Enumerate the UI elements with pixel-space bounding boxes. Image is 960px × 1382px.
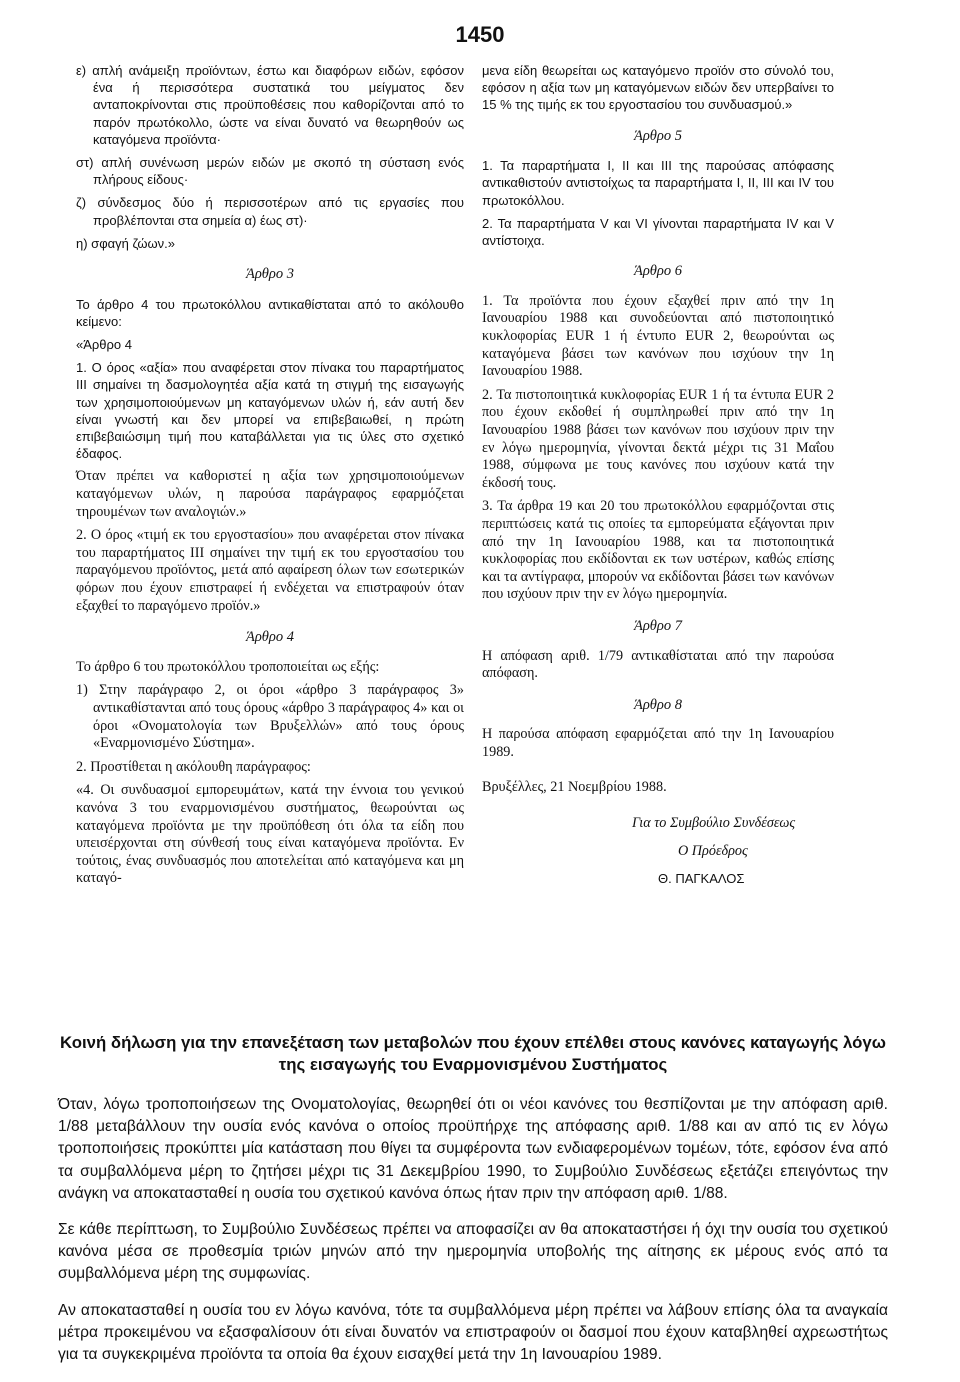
article-4-para-2: 2. Προστίθεται η ακόλουθη παράγραφος: [76, 758, 311, 775]
continuation-text: μενα είδη θεωρείται ως καταγόμενο προϊόν στο σύνολό του, εφόσον η αξία των μη καταγόμενων ειδών δεν υπερβαίνει το 15 % της τιμής εκ του εργοστασίου του συνδυασμού.» [482, 63, 834, 113]
article-8-heading: Άρθρο 8 [633, 696, 683, 713]
article-3-para-1b: Όταν πρέπει να καθοριστεί η αξία των χρησιμοποιούμενων καταγόμενων υλών, η παρούσα παράγραφος εφαρμόζεται τηρουμένων των αναλογιών.» [76, 468, 464, 520]
article-4-intro: Το άρθρο 6 του πρωτοκόλλου τροποποιείται ως εξής: [76, 658, 380, 675]
declaration-para-2: Σε κάθε περίπτωση, το Συμβούλιο Συνδέσεως πρέπει να αποφασίζει αν θα αποκαταστήσει ή όχι την ουσία του σχετικού κανόνα μέσα σε προθεσμία τριών μηνών από την ημερομηνία υποβολής της αίτησης εκ μέρους ενός από τα συμβαλλόμενα μέρη της συμφωνίας. [58, 1221, 888, 1283]
article-4-para-1: 1) Στην παράγραφο 2, οι όροι «άρθρο 3 παράγραφος 3» αντικαθίστανται από τους όρους «άρθρο 3 παράγραφος 4» και οι όροι «Ονοματολογία των Βρυξελλών» από τους όρους «Εναρμονισμένο Σύστημα». [76, 682, 464, 752]
left-column [76, 62, 464, 894]
article-6-heading: Άρθρο 6 [633, 263, 683, 280]
item-st: στ) απλή συνένωση μερών ειδών με σκοπό τη σύσταση ενός πλήρους είδους· [76, 155, 464, 188]
declaration-para-1: Όταν, λόγω τροποποιήσεων της Ονοματολογίας, θεωρηθεί ότι οι νέοι κανόνες του θεσπίζονται με την απόφαση αριθ. 1/88 μεταβάλλουν την ουσία ενός κανόνα ο οποίος προϋπήρχε της απόφασης αριθ. 1/88 και αν από τις εν λόγω τροποποιήσεις προκύπτει μία κατάσταση που θίγει τα συμφέροντα των ενδιαφερομένων τομέων, τότε, εφόσον ένα από τα συμβαλλόμενα μέρη το ζητήσει μέχρι τις 31 Δεκεμβρίου 1990, το Συμβούλιο Συνδέσεως εξετάζει επειγόντως την ανάγκη να αποκατασταθεί η ουσία του σχετικού κανόνα όπως ήταν πριν την απόφαση αριθ. 1/88. [58, 1096, 888, 1202]
right-column [482, 62, 834, 898]
article-7-heading: Άρθρο 7 [633, 617, 683, 634]
article-8-para: Η παρούσα απόφαση εφαρμόζεται από την 1η Ιανουαρίου 1989. [482, 726, 834, 760]
article-5-heading: Άρθρο 5 [633, 127, 683, 144]
article-6-para-1: 1. Τα προϊόντα που έχουν εξαχθεί πριν από την 1η Ιανουαρίου 1988 και συνοδεύονται από πιστοποιητικό κυκλοφορίας EUR 1 ή έντυπο EUR 2, θεωρούνται ως καταγόμενα βάσει των κανόνων που ισχύουν την 1η Ιανουαρίου 1988. [482, 292, 834, 380]
signature-role: Ο Πρόεδρος [678, 842, 748, 859]
article-3-quote-heading: «Άρθρο 4 [76, 337, 132, 353]
article-6-para-3: 3. Τα άρθρα 19 και 20 του πρωτοκόλλου εφαρμόζονται στις περιπτώσεις κατά τις οποίες τα εμπορεύματα εξάγονται πριν από την 1η Ιανουαρίου 1988, και τα πιστοποιητικά κυκλοφορίας που εκδίδονται εκ των υστέρων, καθώς επίσης και τα αντίγραφα, μπορούν να εκδίδονται βάσει των κανόνων που ισχύουν πριν την εν λόγω ημερομηνία. [482, 498, 834, 603]
article-3-para-2: 2. Ο όρος «τιμή εκ του εργοστασίου» που αναφέρεται στον πίνακα του παραρτήματος III σημαίνει την τιμή εκ του εργοστασίου του παραγόμενου προϊόντος, μετά από αφαίρεση όλων των εσωτερικών φόρων που έχουν επιστραφεί ή ενδέχεται να επιστραφούν όταν εξαχθεί το παραγόμενο προϊόν.» [76, 527, 464, 614]
article-3-heading: Άρθρο 3 [245, 266, 295, 283]
article-4-heading: Άρθρο 4 [245, 629, 295, 646]
article-7-para: Η απόφαση αριθ. 1/79 αντικαθίσταται από την παρούσα απόφαση. [482, 647, 834, 682]
item-z: ζ) σύνδεσμος δύο ή περισσοτέρων από τις εργασίες που προβλέπονται στα σημεία α) έως στ)· [76, 195, 464, 228]
article-3-intro: Το άρθρο 4 του πρωτοκόλλου αντικαθίσταται από το ακόλουθο κείμενο: [76, 296, 464, 329]
page-number: 1450 [455, 22, 505, 47]
declaration-title: Κοινή δήλωση για την επανεξέταση των μεταβολών που έχουν επέλθει στους κανόνες καταγωγής λόγω της εισαγωγής του Εναρμονισμένου Συστήματος [60, 1033, 886, 1074]
signature-organisation: Για το Συμβούλιο Συνδέσεως [632, 815, 796, 832]
joint-declaration [58, 1032, 888, 1380]
article-5-para-1: 1. Τα παραρτήματα I, II και III της παρούσας απόφασης αντικαθιστούν αντιστοίχως τα παραρτήματα I, II, III και IV του πρωτοκόλλου. [482, 158, 834, 208]
item-e: ε) απλή ανάμειξη προϊόντων, έστω και διαφόρων ειδών, εφόσον ένα ή περισσότερα συστατικά του μείγματος δεν ανταποκρίνονται στις προϋποθέσεις που καθορίζονται από το παρόν πρωτόκολλο, ώστε να είναι δυνατό να θεωρηθούν ως καταγόμενα προϊόντα· [76, 63, 464, 147]
declaration-para-3: Αν αποκατασταθεί η ουσία του εν λόγω κανόνα, τότε τα συμβαλλόμενα μέρη πρέπει να λάβουν επίσης όλα τα αναγκαία μέτρα προκειμένου να εξασφαλίσουν ότι είναι δυνατόν να επιστραφούν οι δασμοί που έχουν καταβληθεί αχρεωστήτως για τα συγκεκριμένα προϊόντα τα οποία θα έχουν εισαχθεί μετά την 1η Ιανουαρίου 1989. [58, 1301, 888, 1364]
article-5-para-2: 2. Τα παραρτήματα V και VI γίνονται παραρτήματα IV και V αντίστοιχα. [482, 215, 834, 249]
signature-name: Θ. ΠΑΓΚΑΛΟΣ [658, 871, 745, 887]
item-i: η) σφαγή ζώων.» [76, 235, 175, 251]
article-4-para-3: «4. Οι συνδυασμοί εμπορευμάτων, κατά την έννοια του γενικού κανόνα 3 του εναρμονισμένου συστήματος, θεωρούνται ως καταγόμενα προϊόντα με την προϋπόθεση ότι όλα τα είδη που υπεισέρχονται στη σύνθεσή τους είναι καταγόμενα προϊόντα. Εν τούτοις, ένας συνδυασμός που αποτελείται από καταγόμενα και μη καταγό- [76, 782, 464, 887]
place-date: Βρυξέλλες, 21 Νοεμβρίου 1988. [482, 779, 667, 796]
article-3-para-1: 1. Ο όρος «αξία» που αναφέρεται στον πίνακα του παραρτήματος III σημαίνει τη δασμολογητέα αξία κατά τη στιγμή της εισαγωγής των χρησιμοποιούμενων μη καταγόμενων υλών ή, εάν αυτή δεν είναι γνωστή και δεν μπορεί να επιβεβαιωθεί, η πρώτη επιβεβαιώσιμη τιμή που καταβάλλεται για τις ύλες στο σχετικό έδαφος. [76, 360, 464, 462]
article-6-para-2: 2. Τα πιστοποιητικά κυκλοφορίας EUR 1 ή τα έντυπα EUR 2 που έχουν εκδοθεί ή συμπληρωθεί πριν από την 1η Ιανουαρίου 1988 βάσει των κανόνων που ισχύουν πριν την εν λόγω ημερομηνία, γίνονται δεκτά μέχρι τις 31 Μαΐου 1988, σύμφωνα με τους κανόνες που ισχύουν κατά την έκδοσή τους. [482, 386, 834, 491]
